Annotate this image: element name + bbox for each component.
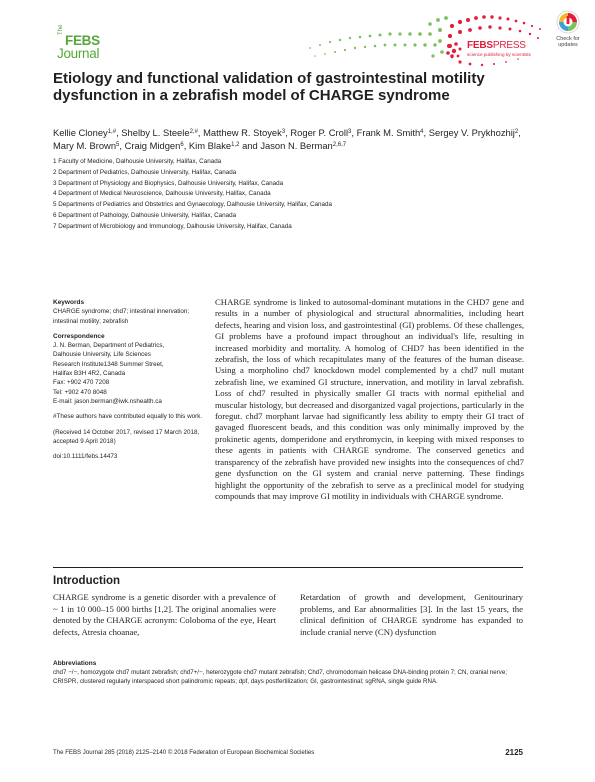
affiliation-line: 5 Departments of Pediatrics and Obstetrics and Gynaecology, Dalhousie University, Halifax, Canada	[53, 201, 333, 209]
author-separator: ,	[351, 127, 357, 138]
introduction-column-left: CHARGE syndrome is a genetic disorder with a prevalence of ~ 1 in 10 000–15 000 births [1,2]. The original anomalies were denoted by the CHARGE acronym: Coloboma of the eye, Heart defects, Atresia choanae,	[53, 592, 276, 637]
author-affiliation-marker: 5	[116, 141, 120, 148]
correspondence-block	[53, 332, 203, 406]
journal-logo-journal: Journal	[57, 46, 100, 61]
abbreviations-text: chd7 −/−, homozygote chd7 mutant zebrafish; chd7+/−, heterozygote chd7 mutant zebrafish; Chd7, chromodomain helicase DNA-binding protein 7; CN, cranial nerve; CRISPR, clustered regularly interspaced short palindromic repeats; dpf, days postfertilization; GI, gastrointestinal; sgRNA, single guide RNA.	[53, 669, 508, 686]
keywords-heading: Keywords	[53, 299, 85, 306]
affiliation-line: 3 Department of Physiology and Biophysics, Dalhousie University, Halifax, Canada	[53, 179, 284, 187]
affiliation-list	[53, 157, 523, 233]
author-name: Frank M. Smith	[356, 127, 421, 138]
journal-logo	[55, 24, 117, 62]
correspondence-email[interactable]: E-mail: jason.berman@iwk.nshealth.ca	[53, 397, 162, 405]
author-separator: ,	[285, 127, 291, 138]
author-affiliation-marker: 1,2	[231, 141, 240, 148]
author-affiliation-marker: 2,6,7	[332, 141, 347, 148]
author-affiliation-marker: 2	[514, 129, 519, 135]
febs-press-logo	[443, 40, 531, 62]
author-list	[53, 127, 523, 152]
affiliation-line: 6 Department of Pathology, Dalhousie University, Halifax, Canada	[53, 211, 237, 219]
febs-press-mark-icon	[443, 40, 463, 60]
author-name: Shelby L. Steele	[121, 127, 190, 138]
author-name: Mary M. Brown	[53, 139, 117, 151]
author-affiliation-marker: 3	[348, 129, 352, 135]
check-for-updates-line2: updates	[558, 42, 578, 48]
author-name: Sergey V. Prykhozhij	[428, 127, 515, 138]
author-name: Kim Blake	[188, 139, 232, 151]
author-separator: and	[239, 139, 261, 151]
contribution-note	[53, 412, 203, 421]
keywords-block	[53, 298, 203, 326]
correspondence-heading: Correspondence	[53, 332, 105, 340]
check-for-updates-icon	[548, 10, 588, 36]
author-affiliation-marker: 2,#	[189, 129, 198, 135]
introduction-column-right: Retardation of growth and development, Genitourinary problems, and Ear abnormalities [3]. In the last 15 years, the clinical definition of CHARGE syndrome has expanded to include cranial nerve (CN) dysfunction	[300, 592, 523, 637]
section-divider	[53, 567, 523, 568]
correspondence-line: Research Institute1348 Summer Street,	[53, 360, 164, 368]
affiliation-line: 4 Department of Medical Neuroscience, Dalhousie University, Halifax, Canada	[53, 190, 271, 198]
correspondence-line: J. N. Berman, Department of Pediatrics,	[53, 342, 165, 350]
doi-link[interactable]: doi:10.1111/febs.14473	[53, 453, 118, 461]
correspondence-line: Dalhousie University, Life Sciences	[53, 351, 151, 359]
check-for-updates-line1: Check for	[556, 36, 580, 42]
journal-logo-the: The	[58, 24, 64, 35]
febs-press-tagline: science publishing by scientists	[467, 52, 531, 57]
correspondence-line: Tel: +902 470 8048	[53, 388, 107, 396]
footer-citation: The FEBS Journal 285 (2018) 2125–2140 © 2018 Federation of European Biochemical Societies	[53, 749, 315, 756]
author-affiliation-marker: 4	[420, 129, 424, 135]
check-for-updates-badge[interactable]	[548, 10, 588, 58]
introduction-heading: Introduction	[53, 575, 121, 587]
article-sidebar	[53, 298, 203, 467]
journal-logo-febs: FEBS	[65, 33, 100, 48]
page-footer	[53, 749, 523, 756]
received-dates-text: (Received 14 October 2017, revised 17 March 2018, accepted 9 April 2018)	[53, 428, 200, 445]
author-name: Jason N. Berman	[260, 139, 333, 151]
author-separator: ,	[423, 127, 429, 138]
febs-press-name-rest: PRESS	[492, 40, 526, 51]
author-affiliation-marker: 6	[180, 141, 184, 148]
doi-block	[53, 452, 203, 461]
author-affiliation-marker: 3	[281, 129, 286, 135]
abstract-text: CHARGE syndrome is linked to autosomal-dominant mutations in the CHD7 gene and results in a number of physiological and structural abnormalities, including heart defects, hearing and vision loss, and gastrointestinal (GI) problems. Of these challenges, GI problems have a profound impact throughout an individual's life, resulting in increased morbidity and mortality. A homolog of CHD7 has been identified in the zebrafish, the loss of which recapitulates many of the features of the human disease. Using a morpholino chd7 knockdown model complemented by a chd7 null mutant zebrafish line, we examined GI structure, innervation, and motility in larval zebrafish. Loss of chd7 resulted in physically smaller GI tracts with normal epithelial and muscular histology, but decreased and disorganized vagal projections, particularly in the foregut. chd7 morphant larvae had significantly less ability to empty their GI tract of gavaged fluorescent beads, and this condition was only minimally improved by the prokinetic agents, domperidone and erythromycin, in keeping with mixed responses to these agents in patients with CHARGE syndrome. The conserved genetics and transparency of the zebrafish have provided new insights into the consequences of chd7 gene dysfunction on the GI system and cranial nerve patterning. These findings highlight the opportunity of the zebrafish to serve as a preclinical model for studying compounds that may improve GI motility in individuals with CHARGE syndrome.	[215, 297, 524, 501]
author-separator: ,	[518, 127, 521, 138]
author-affiliation-marker: 1,#	[107, 129, 117, 135]
author-name: Matthew R. Stoyek	[203, 127, 282, 138]
author-separator: ,	[119, 139, 125, 151]
affiliation-line: 2 Department of Pediatrics, Dalhousie University, Halifax, Canada	[53, 168, 237, 176]
received-dates	[53, 428, 203, 447]
abbreviations-heading: Abbreviations	[53, 660, 97, 667]
affiliation-line: 1 Faculty of Medicine, Dalhousie University, Halifax, Canada	[53, 158, 222, 165]
author-separator: ,	[116, 127, 122, 138]
abbreviations-block	[53, 659, 523, 686]
correspondence-line: Fax: +902 470 7208	[53, 379, 110, 387]
article-title: Etiology and functional validation of gastrointestinal motility dysfunction in a zebrafish model of CHARGE syndrome	[53, 70, 485, 104]
check-for-updates-label	[548, 36, 588, 48]
affiliation-line: 7 Department of Microbiology and Immunology, Dalhousie University, Halifax, Canada	[53, 222, 292, 230]
keywords-text: CHARGE syndrome; chd7; intestinal innervation; intestinal motility; zebrafish	[53, 308, 190, 325]
author-separator: ,	[183, 139, 189, 151]
contribution-note-text: #These authors have contributed equally to this work.	[53, 413, 203, 421]
author-name: Kellie Cloney	[53, 127, 108, 138]
author-separator: ,	[197, 127, 204, 138]
author-name: Roger P. Croll	[290, 127, 349, 138]
febs-press-name-bold: FEBS	[467, 40, 493, 51]
febs-press-name	[467, 40, 526, 51]
correspondence-line: Halifax B3H 4R2, Canada	[53, 370, 126, 378]
author-name: Craig Midgen	[124, 139, 181, 151]
page-number: 2125	[505, 748, 523, 757]
